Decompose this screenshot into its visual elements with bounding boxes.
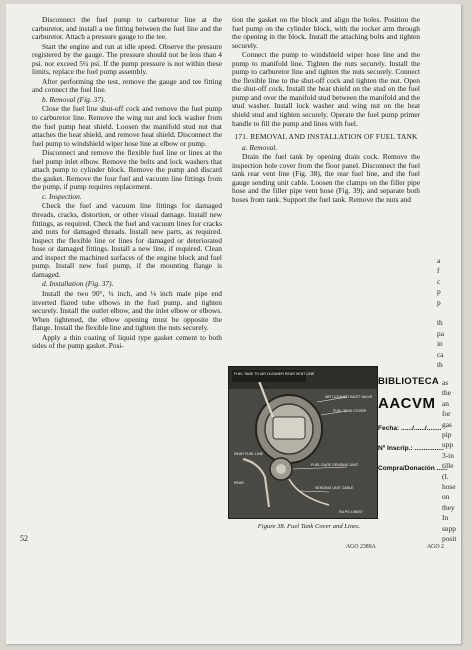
paragraph: Check the fuel and vacuum line fittings for damaged threads, cracks, distortion, or other visual damage. Install new fittings, as required. Check the fuel and vacuum lines for cracks and nuts for damaged threads. Install new parts, as required. Inspect the flexible line or lines for damaged or deteriorated hose or damaged fittings. Install a new line, if required. Clean and inspect the machined surfaces of the engine block and fuel pump. Install new fuel pump, if the mounting flange is damaged.	[32, 201, 222, 279]
next-page-edge-upper: a f c p p th pa in ca th	[437, 256, 444, 370]
label-tank-cover: FUEL TANK COVER	[333, 409, 367, 413]
figure-caption: Figure 38. Fuel Tank Cover and Lines.	[257, 523, 361, 530]
label-rear: REAR	[234, 481, 244, 485]
document-code: AGO 2389A	[346, 544, 376, 550]
left-column	[32, 16, 222, 352]
paragraph: Drain the fuel tank by opening drain cock. Remove the inspection hole cover from the floor panel. Disconnect the fuel tank rear vent line (Fig. 38), the rear fuel line, and the fuel gauge sending unit cable. Loosen the clamps on the filler pipe hose and the filler pipe vent hose (Fig. 39), and separate both hoses from tank. Support the fuel tank. Remove the nuts and	[232, 152, 420, 204]
label-unit-cable: SENDING UNIT CABLE	[315, 486, 354, 490]
paragraph: Connect the pump to windshield wiper hose line and the pump to manifold line. Tighten the nuts securely. Install the pump to carburetor line and tighten the nuts securely. Connect the flexible line to the shut-off cock and tighten the nut. Open the shut-off cock. Install the heat shield on the stud on the fuel pump and over the manifold stud between the manifold and the stud washer. Install lock washer and wing nut on the heat shield stud and tighten securely. Operate the fuel pump primer handle to fill the pump and lines with fuel.	[232, 50, 420, 128]
next-page-edge-code: AGO 2	[427, 544, 444, 550]
label-gage-unit: FUEL GAGE SENDING UNIT	[311, 463, 359, 467]
paragraph: Disconnect the fuel pump to carburetor line at the carburetor, and install a tee fitting between the fuel line and the carburetor. Attach a pressure gauge to the tee.	[32, 15, 222, 42]
stamp-acquisition-field: Compra/Donación ......	[378, 465, 448, 472]
stamp-title: BIBLIOTECA	[378, 376, 440, 387]
right-column	[232, 16, 420, 205]
stamp-inscription-field: Nº Inscrip.: ................	[378, 445, 444, 452]
label-ra-pd: RA PD 198047	[339, 510, 363, 514]
label-inlet-valve: AIR CLEANER INLET VALVE	[325, 395, 373, 399]
subheading-inspection: c. Inspection.	[42, 191, 82, 201]
figure-fuel-tank-photo	[228, 366, 378, 519]
paragraph: Start the engine and run at idle speed. Observe the pressure registered by the gauge. The pressure should not be less than 4 psi. nor exceed 5¼ psi. If the pump pressure is not within these limits, replace the fuel pump assembly.	[32, 41, 222, 77]
subheading-installation: d. Installation (Fig. 37).	[42, 279, 114, 289]
document-page	[6, 4, 461, 644]
fuel-tank-photo-illustration	[229, 367, 377, 518]
subheading-removal: b. Removal (Fig. 37).	[42, 94, 106, 104]
library-stamp	[378, 376, 450, 496]
paragraph: tion the gasket on the block and align the holes. Position the fuel pump on the cylinder block, with the rocker arm through the opening in the block. Install the attaching bolts and tighten securely.	[232, 15, 420, 50]
stamp-date-field: Fecha: ....../....../........	[378, 425, 442, 432]
section-heading: 171. REMOVAL AND INSTALLATION OF FUEL TANK	[234, 132, 418, 142]
next-page-edge-lower: as the an for gas pip upp 3-in tille (I. hose on they In supp posit	[442, 378, 457, 544]
label-rear-fuel-line: REAR FUEL LINE	[234, 452, 264, 456]
stamp-organization: AACVM	[378, 395, 436, 412]
page-number: 52	[20, 534, 28, 543]
paragraph: Disconnect and remove the flexible fuel line or lines at the fuel pump inlet elbow. Remove the bolts and lock washers that attach pump to cylinder block. Remove the pump and discard the gasket. Remove the four fuel and vacuum line fittings from the pump, if pump requires replacement.	[32, 148, 222, 192]
label-vent-line: FUEL TANK TO AIR CLEANER REAR VENT LINE	[234, 372, 315, 376]
paragraph: Close the fuel line shut-off cock and remove the fuel pump to carburetor line. Remove the wing nut and lock washer from the fuel pump heat shield. Loosen the manifold stud nut that attaches the heat shield, and remove heat shield. Disconnect the fuel pump to windshield wiper hose line at elbow or pump.	[32, 104, 222, 148]
subheading-removal: a. Removal.	[242, 142, 278, 152]
paragraph: After performing the test, remove the gauge and tee fitting and connect the fuel line.	[32, 76, 222, 95]
paragraph: Install the two 90°, ¼ inch, and ⅛ inch male pipe end inverted flared tube elbows in the fuel pump, and tighten securely. Install the outlet elbow, and the inlet elbow or elbows. When tightened, the elbow opening must be opposite the flange. Install the flexible line and tighten the nuts securely.	[32, 288, 222, 333]
paragraph: Apply a thin coating of liquid type gasket cement to both sides of the pump gasket. Posi-	[32, 332, 222, 351]
